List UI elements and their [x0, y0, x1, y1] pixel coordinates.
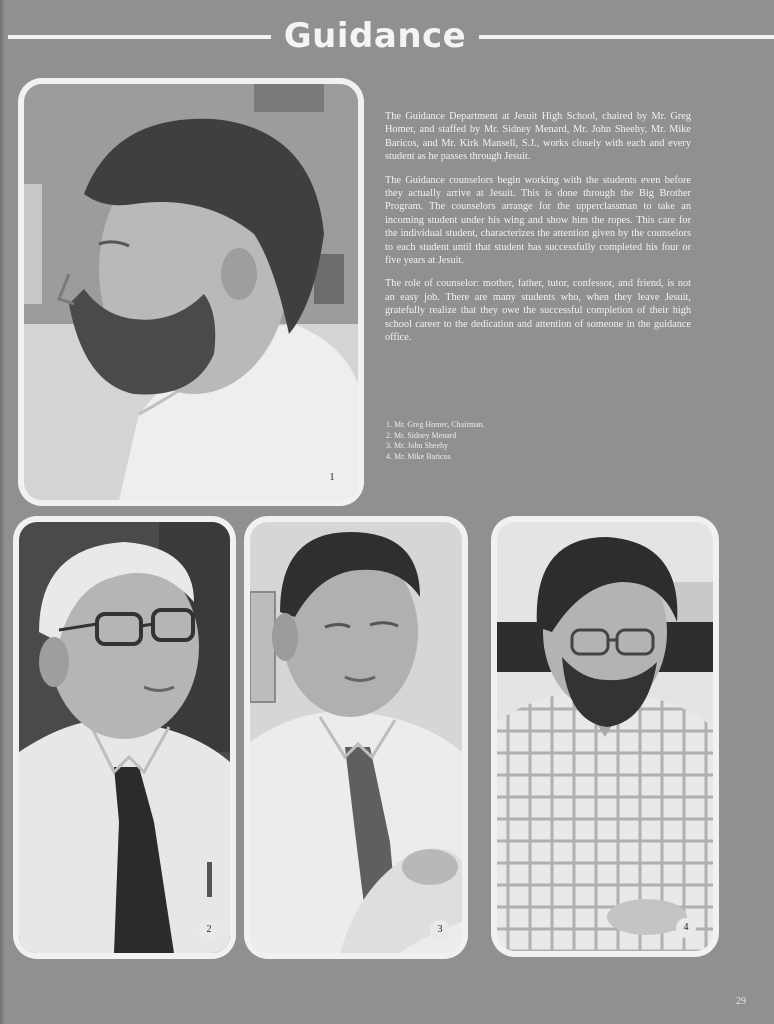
photo-4-mike-baricos: [491, 516, 719, 957]
photo-1-number: 1: [329, 472, 335, 483]
photo-2-portrait-drawing: [19, 522, 230, 953]
caption-4: 4. Mr. Mike Baricos: [386, 451, 451, 461]
photo-2-image: [19, 522, 230, 953]
article-body: [385, 110, 691, 355]
title-rule-left: [8, 35, 271, 39]
photo-3-portrait-drawing: [250, 522, 462, 953]
caption-1: 1. Mr. Greg Homer, Chairman.: [386, 420, 485, 429]
caption-2: 2. Mr. Sidney Menard: [386, 430, 457, 440]
title-rule-right: [479, 35, 774, 39]
page-number: 29: [736, 996, 746, 1007]
photo-4-number: 4: [676, 918, 696, 938]
photo-2-number: 2: [199, 920, 219, 940]
photo-1-portrait-drawing: [24, 84, 358, 500]
photo-3-number: 3: [430, 920, 450, 940]
binding-edge: [0, 0, 5, 1024]
caption-3: 3. Mr. John Sheehy: [386, 441, 448, 451]
article-paragraph-2: The Guidance counselors begin working with the students even before they actually arrive at Jesuit. This is done through the Big Brother Program. The counselors arrange for the upperclassman to take an incoming student under his wing and show him the ropes. This care for the individual student, characterizes the attention given by the counselors to each student until that student has successfully completed his four or five years at Jesuit.: [385, 174, 691, 267]
photo-3-image: [250, 522, 462, 953]
photo-1-greg-homer: [18, 78, 364, 506]
photo-3-john-sheehy: [244, 516, 468, 959]
page-title: Guidance: [283, 16, 467, 56]
photo-4-portrait-drawing: [497, 522, 713, 951]
photo-captions: [386, 420, 485, 462]
article-paragraph-3: The role of counselor: mother, father, tutor, confessor, and friend, is not an easy job. There are many students who, when they leave Jesuit, gratefully realize that they owe the successful completion of their high school career to the dedication and attention of someone in the guidance office.: [385, 278, 691, 344]
article-paragraph-1: The Guidance Department at Jesuit High School, chaired by Mr. Greg Homer, and staffed by Mr. Sidney Menard, Mr. John Sheehy, Mr. Mike Baricos, and Mr. Kirk Mansell, S.J., works closely with each and every student as he passes through Jesuit.: [385, 111, 691, 163]
photo-4-image: [497, 522, 713, 951]
photo-2-sidney-menard: [13, 516, 236, 959]
photo-1-image: [24, 84, 358, 500]
